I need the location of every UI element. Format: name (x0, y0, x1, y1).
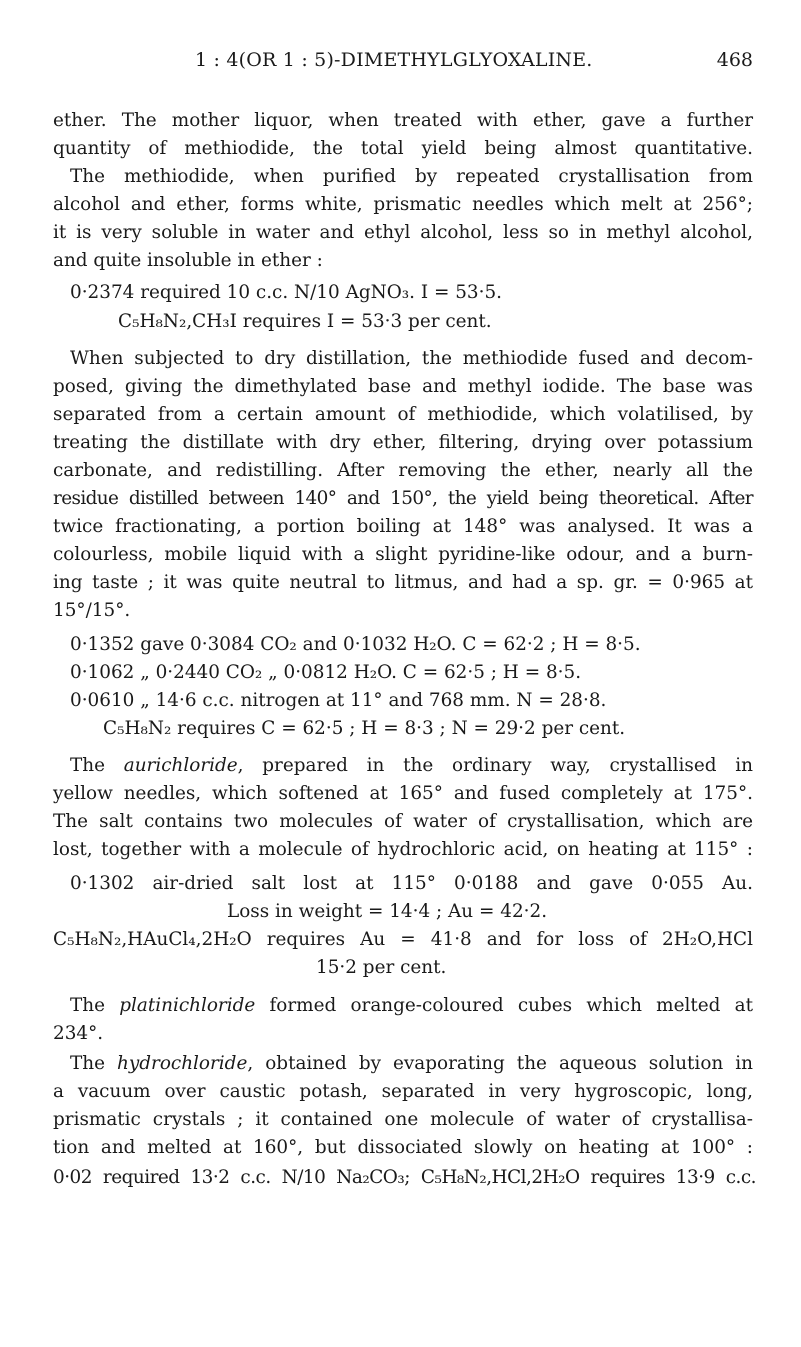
text-line: The platinichloride formed orange-coloured cubes which melted at (70, 995, 753, 1016)
analysis-line: 0·2374 required 10 c.c. N/10 AgNO₃. I = 53·5. (70, 282, 503, 303)
compound-term: hydrochloride (117, 1053, 248, 1074)
text-line: The methiodide, when purified by repeated crystallisation from (70, 166, 753, 187)
text-line: separated from a certain amount of methiodide, which volatilised, by (53, 404, 753, 425)
text-line: prismatic crystals ; it contained one molecule of water of crystallisa- (53, 1109, 753, 1130)
text-line: alcohol and ether, forms white, prismatic needles which melt at 256°; (53, 194, 753, 215)
text-line: The salt contains two molecules of water of crystallisation, which are (53, 811, 753, 832)
analysis-line: 0·0610 „ 14·6 c.c. nitrogen at 11° and 768 mm. N = 28·8. (70, 690, 607, 711)
text-line: a vacuum over caustic potash, separated in very hygroscopic, long, (53, 1081, 753, 1102)
running-title: 1 : 4(OR 1 : 5)-DIMETHYLGLYOXALINE. (195, 49, 593, 71)
text-line: twice fractionating, a portion boiling at 148° was analysed. It was a (53, 516, 753, 537)
analysis-line: Loss in weight = 14·4 ; Au = 42·2. (227, 901, 548, 922)
text-line: posed, giving the dimethylated base and methyl iodide. The base was (53, 376, 753, 397)
compound-term: aurichloride (123, 755, 238, 776)
text-line: When subjected to dry distillation, the methiodide fused and decom- (70, 348, 753, 369)
page-number: 468 (716, 49, 753, 71)
analysis-line: 0·1352 gave 0·3084 CO₂ and 0·1032 H₂O. C = 62·2 ; H = 8·5. (70, 634, 641, 655)
text-line: residue distilled between 140° and 150°, the yield being theoretical. After (53, 488, 753, 509)
text-line: 234°. (53, 1023, 104, 1044)
compound-term: platinichloride (119, 995, 256, 1016)
text-line: and quite insoluble in ether : (53, 250, 323, 271)
analysis-line: C₅H₈N₂ requires C = 62·5 ; H = 8·3 ; N = 29·2 per cent. (103, 718, 626, 739)
text-line: it is very soluble in water and ethyl alcohol, less so in methyl alcohol, (53, 222, 753, 243)
analysis-line: C₅H₈N₂,HAuCl₄,2H₂O requires Au = 41·8 and for loss of 2H₂O,HCl (53, 929, 753, 950)
text-line: carbonate, and redistilling. After removing the ether, nearly all the (53, 460, 753, 481)
text-line: The hydrochloride, obtained by evaporating the aqueous solution in (70, 1053, 753, 1074)
text-line: 15°/15°. (53, 600, 131, 621)
analysis-line: 0·1062 „ 0·2440 CO₂ „ 0·0812 H₂O. C = 62·5 ; H = 8·5. (70, 662, 582, 683)
text-line: quantity of methiodide, the total yield being almost quantitative. (53, 138, 753, 159)
text-line: ether. The mother liquor, when treated with ether, gave a further (53, 110, 753, 131)
analysis-line: C₅H₈N₂,CH₃I requires I = 53·3 per cent. (118, 311, 492, 332)
text-line: colourless, mobile liquid with a slight pyridine-like odour, and a burn- (53, 544, 753, 565)
page-header (0, 49, 801, 79)
analysis-line: 15·2 per cent. (316, 957, 447, 978)
text-line: treating the distillate with dry ether, filtering, drying over potassium (53, 432, 753, 453)
analysis-line: 0·02 required 13·2 c.c. N/10 Na₂CO₃; C₅H₈N₂,HCl,2H₂O requires 13·9 c.c. (53, 1167, 756, 1188)
text-line: The aurichloride, prepared in the ordinary way, crystallised in (70, 755, 753, 776)
analysis-line: 0·1302 air-dried salt lost at 115° 0·0188 and gave 0·055 Au. (70, 873, 753, 894)
text-line: tion and melted at 160°, but dissociated slowly on heating at 100° : (53, 1137, 753, 1158)
text-line: ing taste ; it was quite neutral to litmus, and had a sp. gr. = 0·965 at (53, 572, 753, 593)
text-line: yellow needles, which softened at 165° and fused completely at 175°. (53, 783, 753, 804)
text-line: lost, together with a molecule of hydrochloric acid, on heating at 115° : (53, 839, 753, 860)
